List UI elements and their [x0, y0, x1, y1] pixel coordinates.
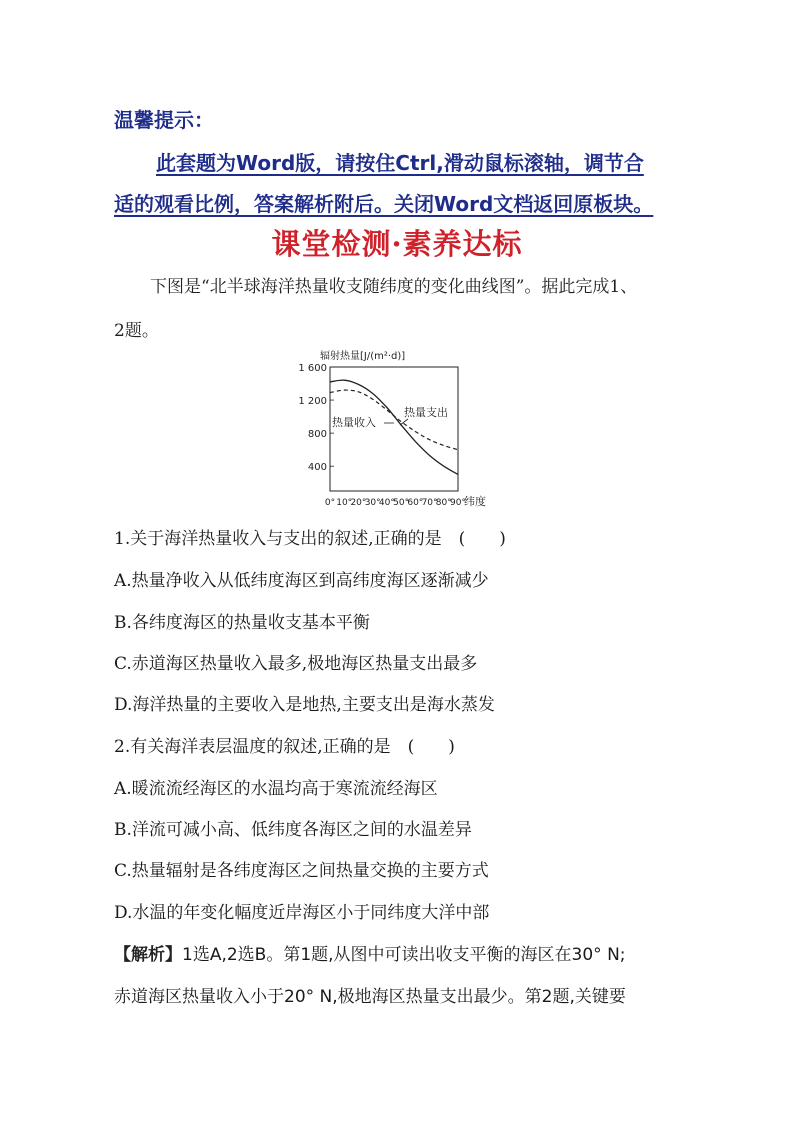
y-tick-label: 800: [307, 429, 327, 441]
x-tick-label: 10°: [336, 498, 353, 508]
chart-y-axis-label: 辐射热量[J/(m²·d)]: [320, 351, 406, 362]
chart-x-axis-label: 纬度: [464, 495, 486, 508]
x-tick-label: 70°: [421, 498, 438, 508]
question-1-option-d: D.海洋热量的主要收入是地热,主要支出是海水蒸发: [114, 695, 495, 715]
x-tick-label: 30°: [364, 498, 381, 508]
tip-line-1: 此套题为Word版，请按住Ctrl,滑动鼠标滚轴，调节合: [156, 151, 644, 175]
analysis-line-2: 赤道海区热量收入小于20° N,极地海区热量支出最少。第2题,关键要: [114, 987, 626, 1007]
x-tick-label: 80°: [435, 498, 452, 508]
question-1-option-c: C.赤道海区热量收入最多,极地海区热量支出最多: [114, 654, 478, 674]
question-1-stem: 1.关于海洋热量收入与支出的叙述,正确的是 ( ): [114, 529, 506, 549]
tip-line-2: 适的观看比例，答案解析附后。关闭Word文档返回原板块。: [114, 192, 654, 216]
y-tick-label: 1 200: [298, 396, 327, 408]
y-tick-label: 400: [307, 462, 327, 474]
intro-line-2: 2题。: [114, 321, 159, 341]
question-2-stem: 2.有关海洋表层温度的叙述,正确的是 ( ): [114, 737, 455, 757]
analysis-line-1: [114, 940, 626, 965]
chart-plot-frame: [330, 367, 458, 491]
tip-heading: 温馨提示：: [114, 108, 214, 132]
question-2-option-a: A.暖流流经海区的水温均高于寒流流经海区: [114, 779, 438, 799]
x-tick-label: 0°: [324, 498, 336, 508]
analysis-text-1: 1选A,2选B。第1题,从图中可读出收支平衡的海区在30° N;: [182, 945, 626, 965]
question-2-option-c: C.热量辐射是各纬度海区之间热量交换的主要方式: [114, 861, 489, 881]
question-2-option-d: D.水温的年变化幅度近岸海区小于同纬度大洋中部: [114, 903, 490, 923]
x-tick-label: 90°: [450, 498, 466, 508]
x-tick-label: 20°: [350, 498, 367, 508]
x-tick-label: 60°: [407, 498, 424, 508]
x-tick-label: 40°: [378, 498, 395, 508]
x-tick-label: 50°: [393, 498, 410, 508]
analysis-label: 【解析】: [114, 945, 182, 965]
section-title: 课堂检测·素养达标: [271, 227, 523, 261]
question-1-option-b: B.各纬度海区的热量收支基本平衡: [114, 613, 370, 633]
chart-annotation-expense: 热量支出: [404, 406, 448, 419]
heat-balance-chart: [296, 343, 506, 511]
y-tick-label: 1 600: [298, 363, 327, 374]
question-1-option-a: A.热量净收入从低纬度海区到高纬度海区逐渐减少: [114, 571, 489, 591]
chart-annotation-income: 热量收入: [332, 416, 376, 429]
question-2-option-b: B.洋流可减小高、低纬度各海区之间的水温差异: [114, 820, 472, 840]
intro-line-1: 下图是“北半球海洋热量收支随纬度的变化曲线图”。据此完成1、: [150, 277, 638, 297]
